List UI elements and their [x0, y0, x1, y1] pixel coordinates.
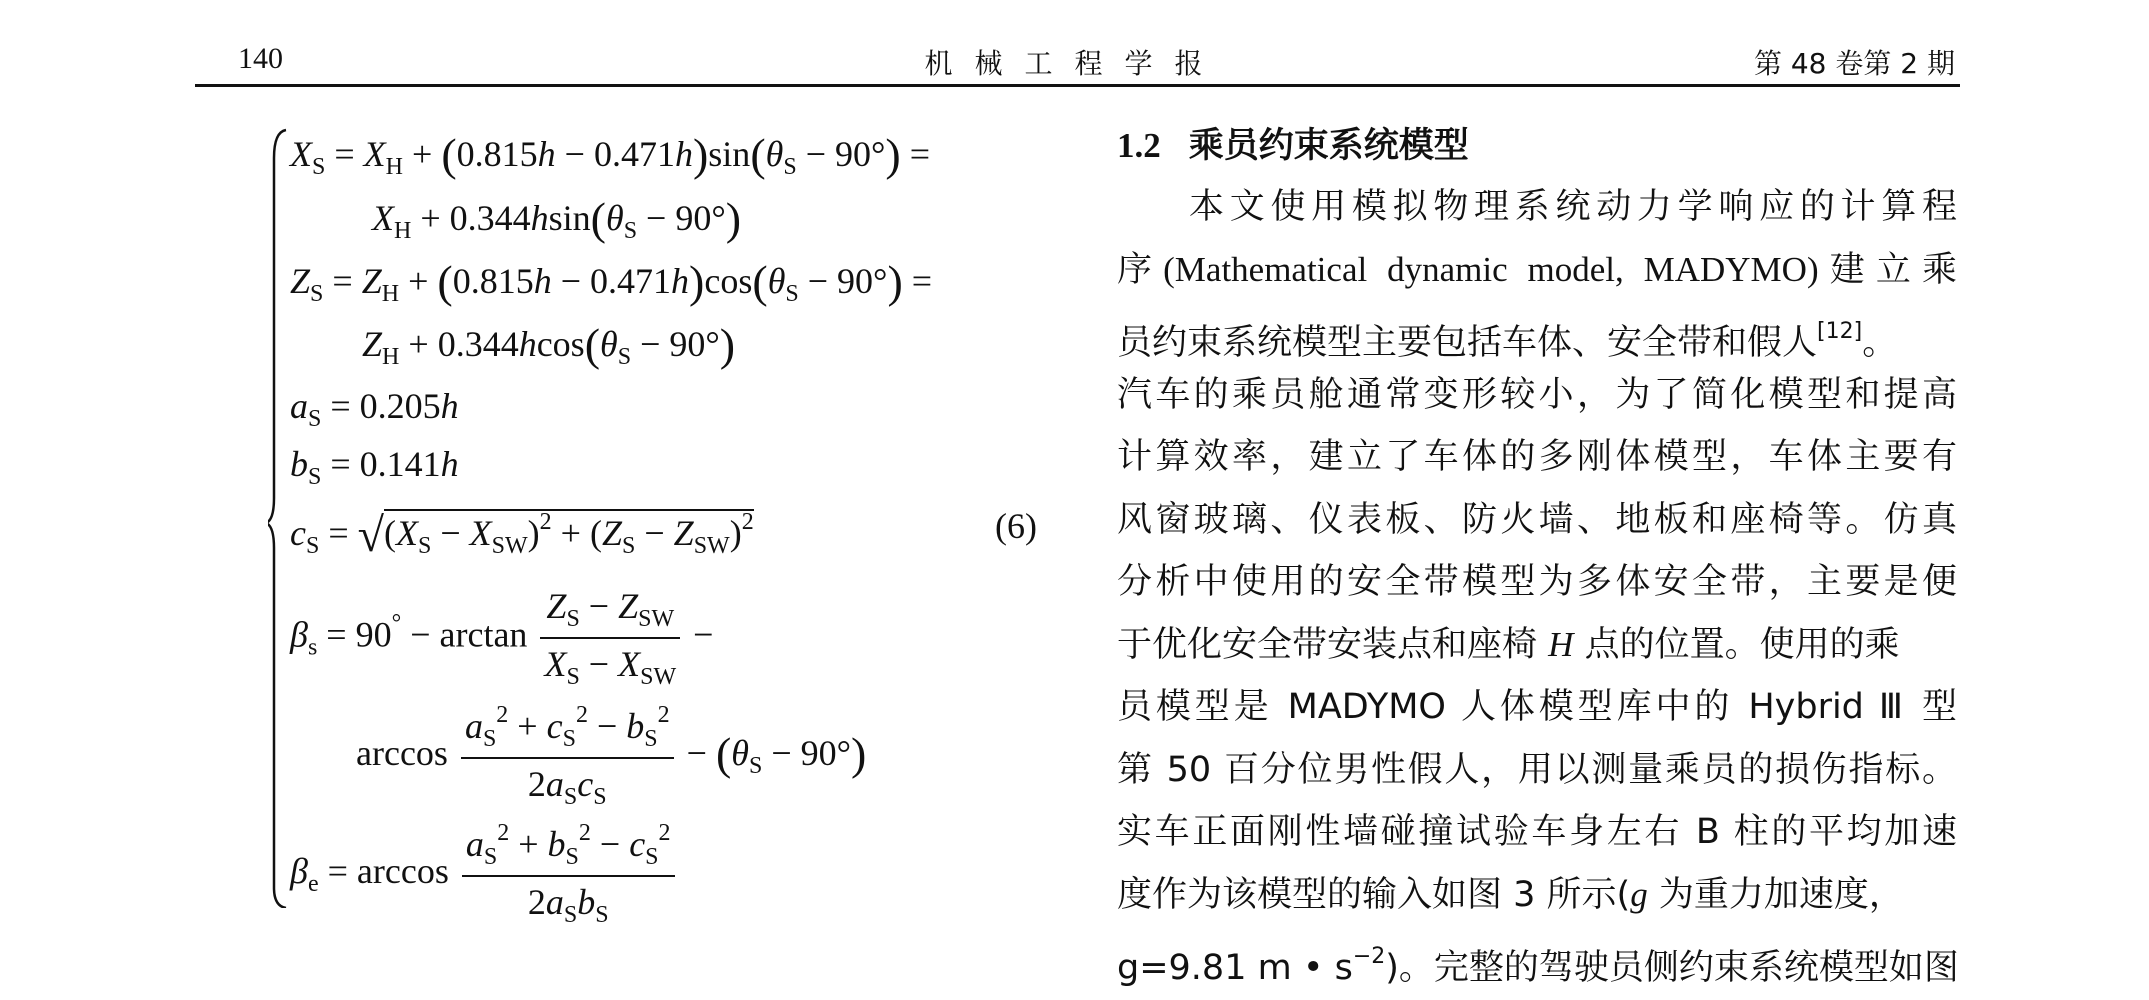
fraction-arccos-2: $\frac{a_S^2 + b_S^2 - c_S^2}{2a_Sb_S}$: [462, 820, 675, 929]
eq-row-beta-e: $\beta_e = \arccos$ $\frac{a_S^2 + b_S^2 - c_S^2}{2a_Sb_S}$: [290, 820, 679, 929]
eq-row-xs-cont: $X_H + 0.344hsin(\theta_S - 90^\circ)$: [372, 193, 742, 244]
fraction-arccos-1: $\frac{a_S^2 + c_S^2 - b_S^2}{2a_Sc_S}$: [461, 702, 674, 811]
text-line: 员模型是 MADYMO 人体模型库中的 Hybrid Ⅲ 型: [1117, 687, 1957, 727]
right-column: [1117, 118, 1957, 989]
text-line: 风窗玻璃、仪表板、防火墙、地板和座椅等。仿真: [1117, 499, 1957, 540]
text-line: 实车正面刚性墙碰撞试验车身左右 B 柱的平均加速: [1117, 812, 1957, 852]
text-line: 员约束系统模型主要包括车体、安全带和假人[12]。: [1117, 319, 1898, 363]
volume-issue: 第 48 卷第 2 期: [1753, 47, 1955, 80]
section-heading: [1117, 118, 1957, 168]
eq-row-bs: $b_S = 0.141h$: [290, 444, 459, 490]
page-number: 140: [238, 42, 283, 75]
text-line: 度作为该模型的输入如图 3 所示(g 为重力加速度，: [1117, 874, 1904, 915]
text-line: 序(Mathematical dynamic model, MADYMO)建立乘: [1117, 249, 1957, 289]
section-title: 乘员约束系统模型: [1188, 126, 1469, 166]
text-line: 本文使用模拟物理系统动力学响应的计算程: [1189, 187, 1957, 227]
reference-marker: [12]: [1817, 319, 1863, 344]
eq-row-beta-s: $\beta_s = 90^\circ - \arctan$ $\frac{Z_S - Z_{SW}}{X_S - X_{SW}}$ −: [290, 586, 714, 690]
left-brace: [268, 128, 288, 908]
eq-row-zs: $Z_S = Z_H + (0.815h - 0.471h)\cos(\theta_S - 90^\circ)$ =: [290, 256, 933, 307]
eq-row-beta-s-cont: arccos $\frac{a_S^2 + c_S^2 - b_S^2}{2a_Sc_S}$ − $(\theta_S - 90^\circ)$: [356, 702, 867, 810]
eq-row-cs: $c_S = √(X_S - X_{SW})^2 + (Z_S - Z_{SW})^2$: [290, 509, 754, 562]
text-line: 第 50 百分位男性假人，用以测量乘员的损伤指标。: [1117, 749, 1957, 790]
text-line: 计算效率，建立了车体的多刚体模型，车体主要有: [1117, 437, 1957, 477]
text-line: 汽车的乘员舱通常变形较小，为了简化模型和提高: [1117, 374, 1957, 415]
section-number: 1.2: [1117, 126, 1161, 165]
eq-row-as: $a_S = 0.205h$: [290, 386, 459, 432]
equation-number: (6): [995, 506, 1037, 546]
text-line: 于优化安全带安装点和座椅 H 点的位置。使用的乘: [1117, 624, 1900, 665]
fraction-arctan: $\frac{Z_S - Z_{SW}}{X_S - X_{SW}}$: [540, 585, 680, 691]
text-line: g=9.81 m • s$^{-2}$)。完整的驾驶员侧约束系统模型如图: [1117, 944, 1959, 988]
text-line: 分析中使用的安全带模型为多体安全带，主要是便: [1117, 562, 1957, 602]
equation-block: [0, 0, 1070, 928]
eq-row-xs: $X_S = X_H + (0.815h - 0.471h)\sin(\theta_S - 90^\circ)$ =: [290, 129, 931, 180]
journal-title: 机械工程学报: [924, 47, 1225, 80]
eq-row-zs-cont: $Z_H + 0.344hcos(\theta_S - 90^\circ)$: [362, 319, 736, 370]
